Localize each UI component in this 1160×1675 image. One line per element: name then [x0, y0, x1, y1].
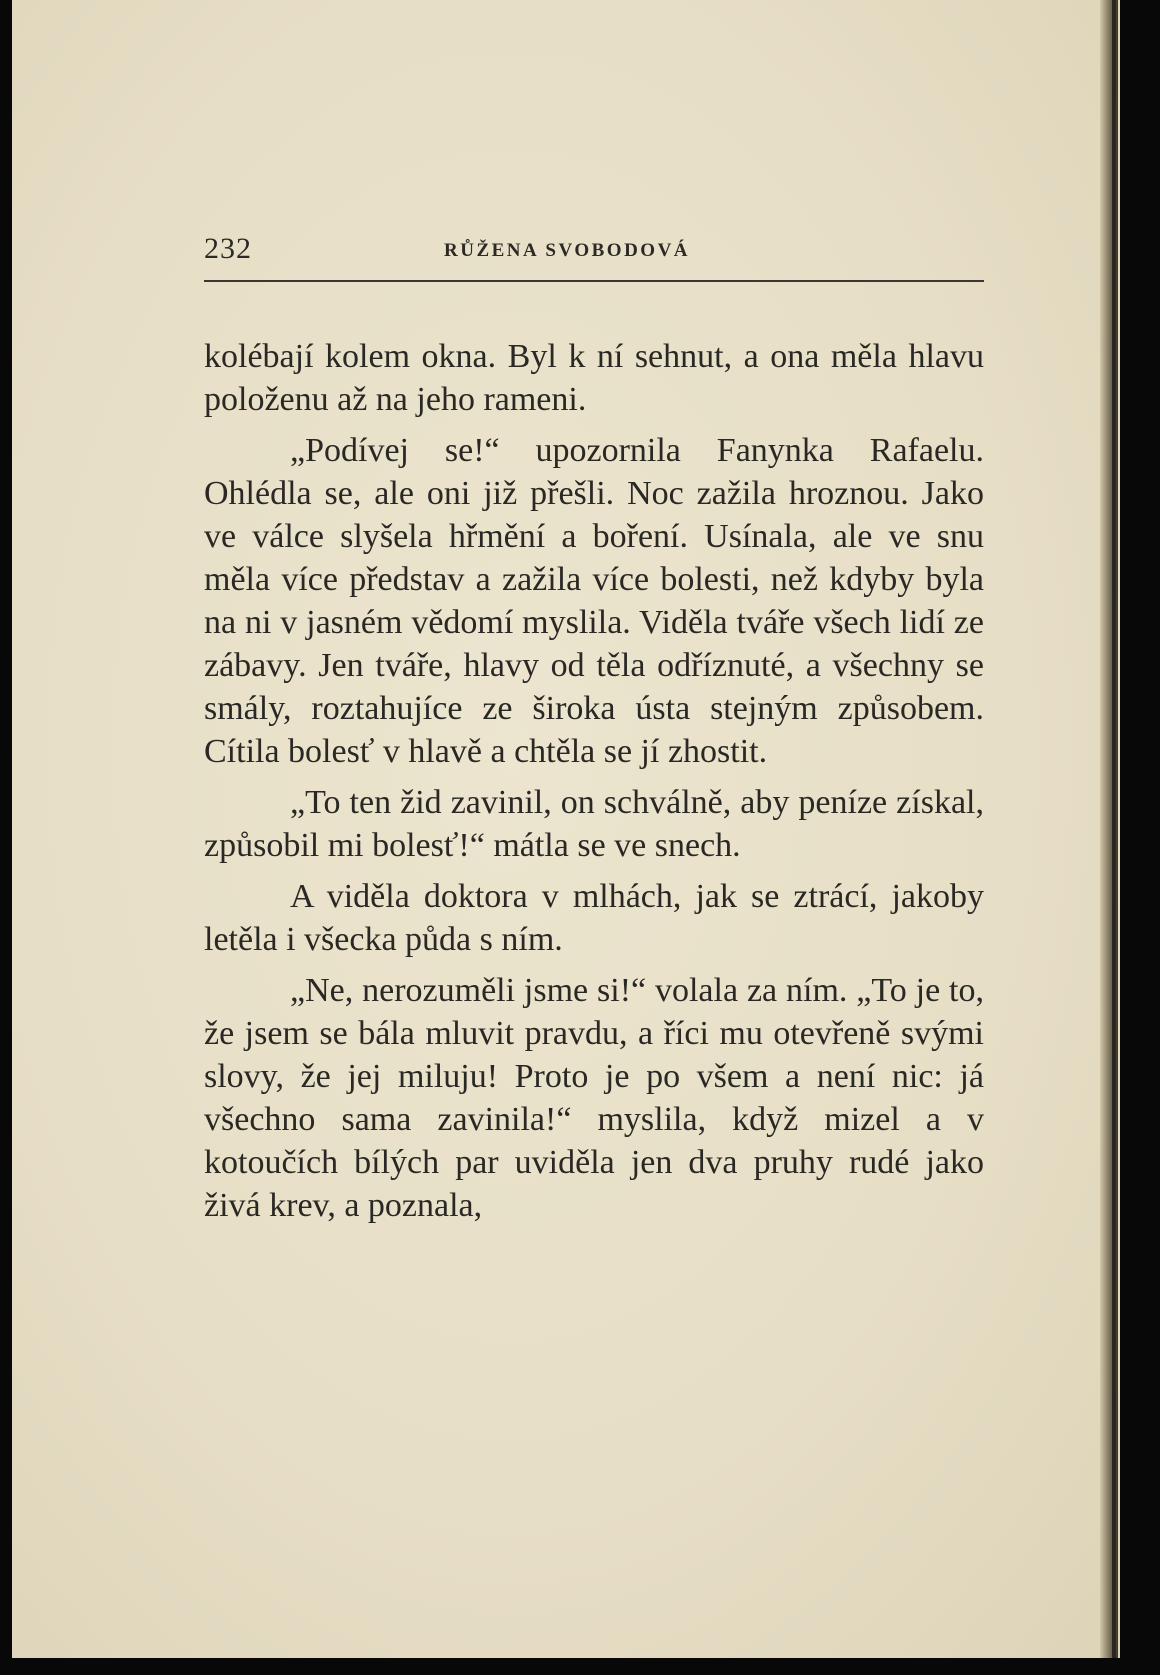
binding-edge: [1112, 0, 1116, 1658]
paragraph: A viděla doktora v mlhách, jak se ztrácí, jakoby letěla i všecka půda s ním.: [204, 878, 984, 958]
paragraph: „Podívej se!“ upozornila Fanynka Rafaelu. Ohlédla se, ale oni již přešli. Noc zažila hroznou. Jako ve válce slyšela hřmění a boření. Usínala, ale ve snu měla více představ a zažila více bolesti, než kdyby byla na ni v jasném vědomí myslila. Viděla tváře všech lidí ze zábavy. Jen tváře, hlavy od těla odříznuté, a všechny se smály, roztahujíce ze široka ústa stejným způsobem. Cítila bolesť v hlavě a chtěla se jí zhostit.: [204, 432, 984, 770]
paragraph: kolébají kolem okna. Byl k ní sehnut, a ona měla hlavu položenu až na jeho rameni.: [204, 338, 984, 418]
running-title: RŮŽENA SVOBODOVÁ: [444, 240, 691, 261]
page-number: 232: [204, 232, 252, 265]
page-header: [204, 232, 984, 272]
paragraph: „Ne, nerozuměli jsme si!“ volala za ním. „To je to, že jsem se bála mluvit pravdu, a říci mu otevřeně svými slovy, že jej miluju! Proto je po všem a není nic: já všechno sama zavinila!“ myslila, když mizel a v kotoučích bílých par uviděla jen dva pruhy rudé jako živá krev, a poznala,: [204, 972, 984, 1224]
paragraph: „To ten žid zavinil, on schválně, aby peníze získal, způsobil mi bolesť!“ mátla se ve snech.: [204, 784, 984, 864]
body-text: [204, 335, 984, 1235]
header-rule: [204, 280, 984, 282]
